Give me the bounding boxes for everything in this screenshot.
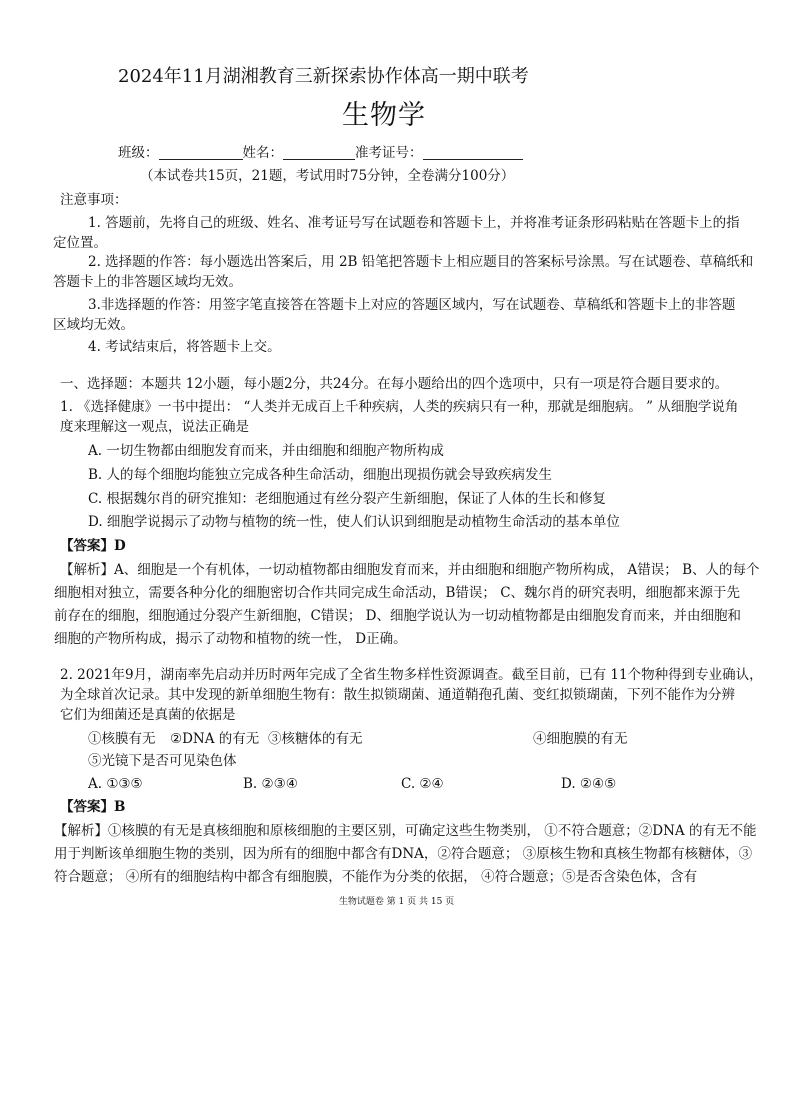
q2-option-d: D. ②④⑤ [561,776,617,792]
notice-item-3-line-1: 3.非选择题的作答：用签字笔直接答在答题卡上对应的答题区域内，写在试题卷、草稿纸和答题卡上的非答题 [88,297,736,313]
notice-item-1-line-2: 定位置。 [53,235,107,251]
q1-explanation-line-1: 【解析】A、细胞是一个有机体，一切动植物都由细胞发育而来，并由细胞和细胞产物所构成， A错误； B、人的每个 [60,562,760,578]
notice-item-4: 4. 考试结束后，将答题卡上交。 [88,339,281,355]
q1-option-a: A. 一切生物都由细胞发育而来，并由细胞和细胞产物所构成 [88,443,444,459]
exam-title: 2024年11月湖湘教育三新探索协作体高一期中联考 [118,66,529,87]
q2-explanation-line-3: 符合题意； ④所有的细胞结构中都含有细胞膜，不能作为分类的依据， ④符合题意；⑤是否含染色体，含有 [54,869,698,885]
page-footer: 生物试题卷 第 1 页 共 15 页 [338,897,455,907]
q2-option-b: B. ②③④ [243,776,298,792]
q2-stem-line-2: 为全球首次记录。其中发现的新单细胞生物有：散生拟锁瑚菌、通道鞘孢孔菌、变红拟锁瑚菌，下列不能作为分辨 [60,687,735,703]
q2-item-5: ⑤光镜下是否可见染色体 [88,753,237,769]
q1-answer: 【答案】D [60,538,126,554]
q1-stem-line-1: 1. 《选择健康》一书中提出： “人类并无成百上千种疾病，人类的疾病只有一种，那就是细胞病。 ” 从细胞学说角 [60,399,739,415]
q1-explanation-line-4: 细胞的产物所构成，揭示了动物和植物的统一性， D正确。 [54,631,407,647]
name-blank[interactable] [283,145,355,160]
student-info-line [118,144,523,162]
section-1-header: 一、选择题：本题共 12小题，每小题2分，共24分。在每小题给出的四个选项中，只有一项是符合题目要求的。 [60,376,729,392]
notice-item-1-line-1: 1. 答题前，先将自己的班级、姓名、准考证号写在试题卷和答题卡上，并将准考证条形码粘贴在答题卡上的指 [88,215,740,231]
q2-explanation-line-2: 用于判断该单细胞生物的类别，因为所有的细胞中都含有DNA，②符合题意； ③原核生物和真核生物都有核糖体，③ [54,846,753,862]
class-label: 班级： [118,145,159,161]
q2-stem-line-1: 2. 2021年9月，湖南率先启动并历时两年完成了全省生物多样性资源调查。截至目前，已有 11个物种得到专业确认， [60,667,763,683]
q2-answer: 【答案】B [60,799,126,815]
q2-item-3: ③核糖体的有无 [268,731,363,747]
q1-stem-line-2: 度来理解这一观点，说法正确是 [60,419,249,435]
ticket-label: 准考证号： [355,145,423,161]
q1-option-c: C. 根据魏尔肖的研究推知：老细胞通过有丝分裂产生新细胞，保证了人体的生长和修复 [88,491,606,507]
q1-option-d: D. 细胞学说揭示了动物与植物的统一性，使人们认识到细胞是动植物生命活动的基本单位 [88,514,620,530]
q2-item-4: ④细胞膜的有无 [533,731,628,747]
q1-explanation-line-2: 细胞相对独立，需要各种分化的细胞密切合作共同完成生命活动，B错误； C、魏尔肖的研究表明，细胞都来源于先 [54,585,741,601]
exam-meta: （本试卷共15页，21题，考试用时75分钟，全卷满分100分） [140,168,515,184]
notice-item-3-line-2: 区域均无效。 [53,317,134,333]
subject-title: 生物学 [342,100,426,131]
notice-item-2-line-1: 2. 选择题的作答：每小题选出答案后，用 2B 铅笔把答题卡上相应题目的答案标号涂黑。写在试题卷、草稿纸和 [88,254,754,270]
q2-option-c: C. ②④ [401,776,444,792]
q2-item-2: ②DNA 的有无 [170,731,260,747]
notice-item-2-line-2: 答题卡上的非答题区域均无效。 [53,274,242,290]
class-blank[interactable] [159,145,243,160]
q1-explanation-line-3: 前存在的细胞，细胞通过分裂产生新细胞，C错误； D、细胞学说认为一切动植物都是由细胞发育而来，并由细胞和 [54,608,741,624]
q2-item-1: ①核膜有无 [88,731,156,747]
ticket-blank[interactable] [423,145,523,160]
name-label: 姓名： [242,145,283,161]
notice-title: 注意事项： [60,192,128,208]
q2-stem-line-3: 它们为细菌还是真菌的依据是 [60,707,236,723]
q1-option-b: B. 人的每个细胞均能独立完成各种生命活动，细胞出现损伤就会导致疾病发生 [88,467,553,483]
q2-explanation-line-1: 【解析】①核膜的有无是真核细胞和原核细胞的主要区别，可确定这些生物类别， ①不符合题意；②DNA 的有无不能 [54,823,757,839]
q2-option-a: A. ①③⑤ [88,776,143,792]
